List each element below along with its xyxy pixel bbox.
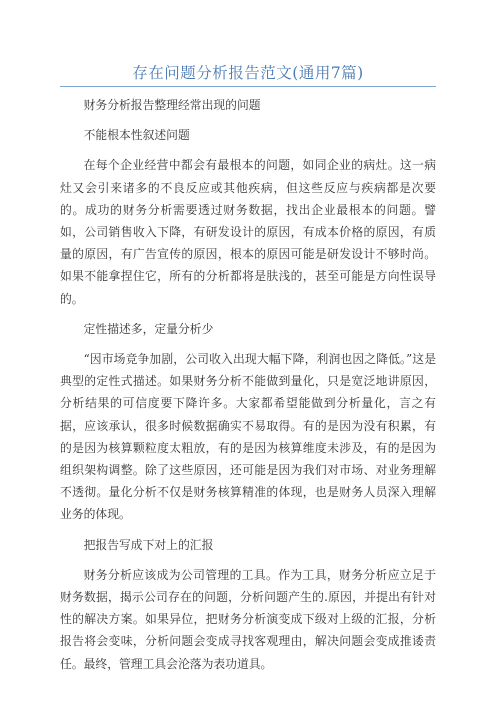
- body-paragraph: “因市场竞争加剧，公司收入出现大幅下降，利润也因之降低。”这是典型的定性式描述。如果财务分析不能做到量化，只是宽泛地讲原因，分析结果的可信度要下降许多。大家都希望能做到分析量化，言之有据，应该承认，很多时候数据确实不易取得。有的是因为没有积累，有的是因为核算颗粒度太粗放，有的是因为核算维度未涉及，有的是因为组织架构调整。除了这些原因，还可能是因为我们对市场、对业务理解不透彻。量化分析不仅是财务核算精准的体现，也是财务人员深入理解业务的体现。: [60, 352, 436, 522]
- section-heading: 财务分析报告整理经常出现的问题: [83, 98, 261, 112]
- body-paragraph: 财务分析应该成为公司管理的工具。作为工具，财务分析应立足于财务数据，揭示公司存在的问题，分析问题产生的.原因，并提出有针对性的解决方案。如果异位，把财务分析演变成下级对上级的汇报，分析报告将会变味，分析问题会变成寻找客观理由，解决问题会变成推诿责任。最终，管理工具会沦落为表功道具。: [60, 567, 436, 671]
- title-underline: [60, 86, 436, 87]
- section-heading: 不能根本性叙述问题: [83, 128, 190, 143]
- section-heading: 把报告写成下对上的汇报: [83, 537, 214, 552]
- section-heading: 定性描述多，定量分析少: [83, 321, 214, 336]
- document-title: 存在问题分析报告范文(通用7篇): [132, 64, 364, 82]
- body-paragraph: 在每个企业经营中都会有最根本的问题，如同企业的病灶。这一病灶又会引来诸多的不良反应或其他疾病，但这些反应与疾病都是次要的。成功的财务分析需要透过财务数据，找出企业最根本的问题。譬如，公司销售收入下降，有研发设计的原因，有成本价格的原因，有质量的原因，有广告宣传的原因，根本的原因可能是研发设计不够时尚。如果不能拿捏住它，所有的分析都将是肤浅的，甚至可能是方向性误导的。: [60, 158, 436, 306]
- document-body: [60, 94, 436, 683]
